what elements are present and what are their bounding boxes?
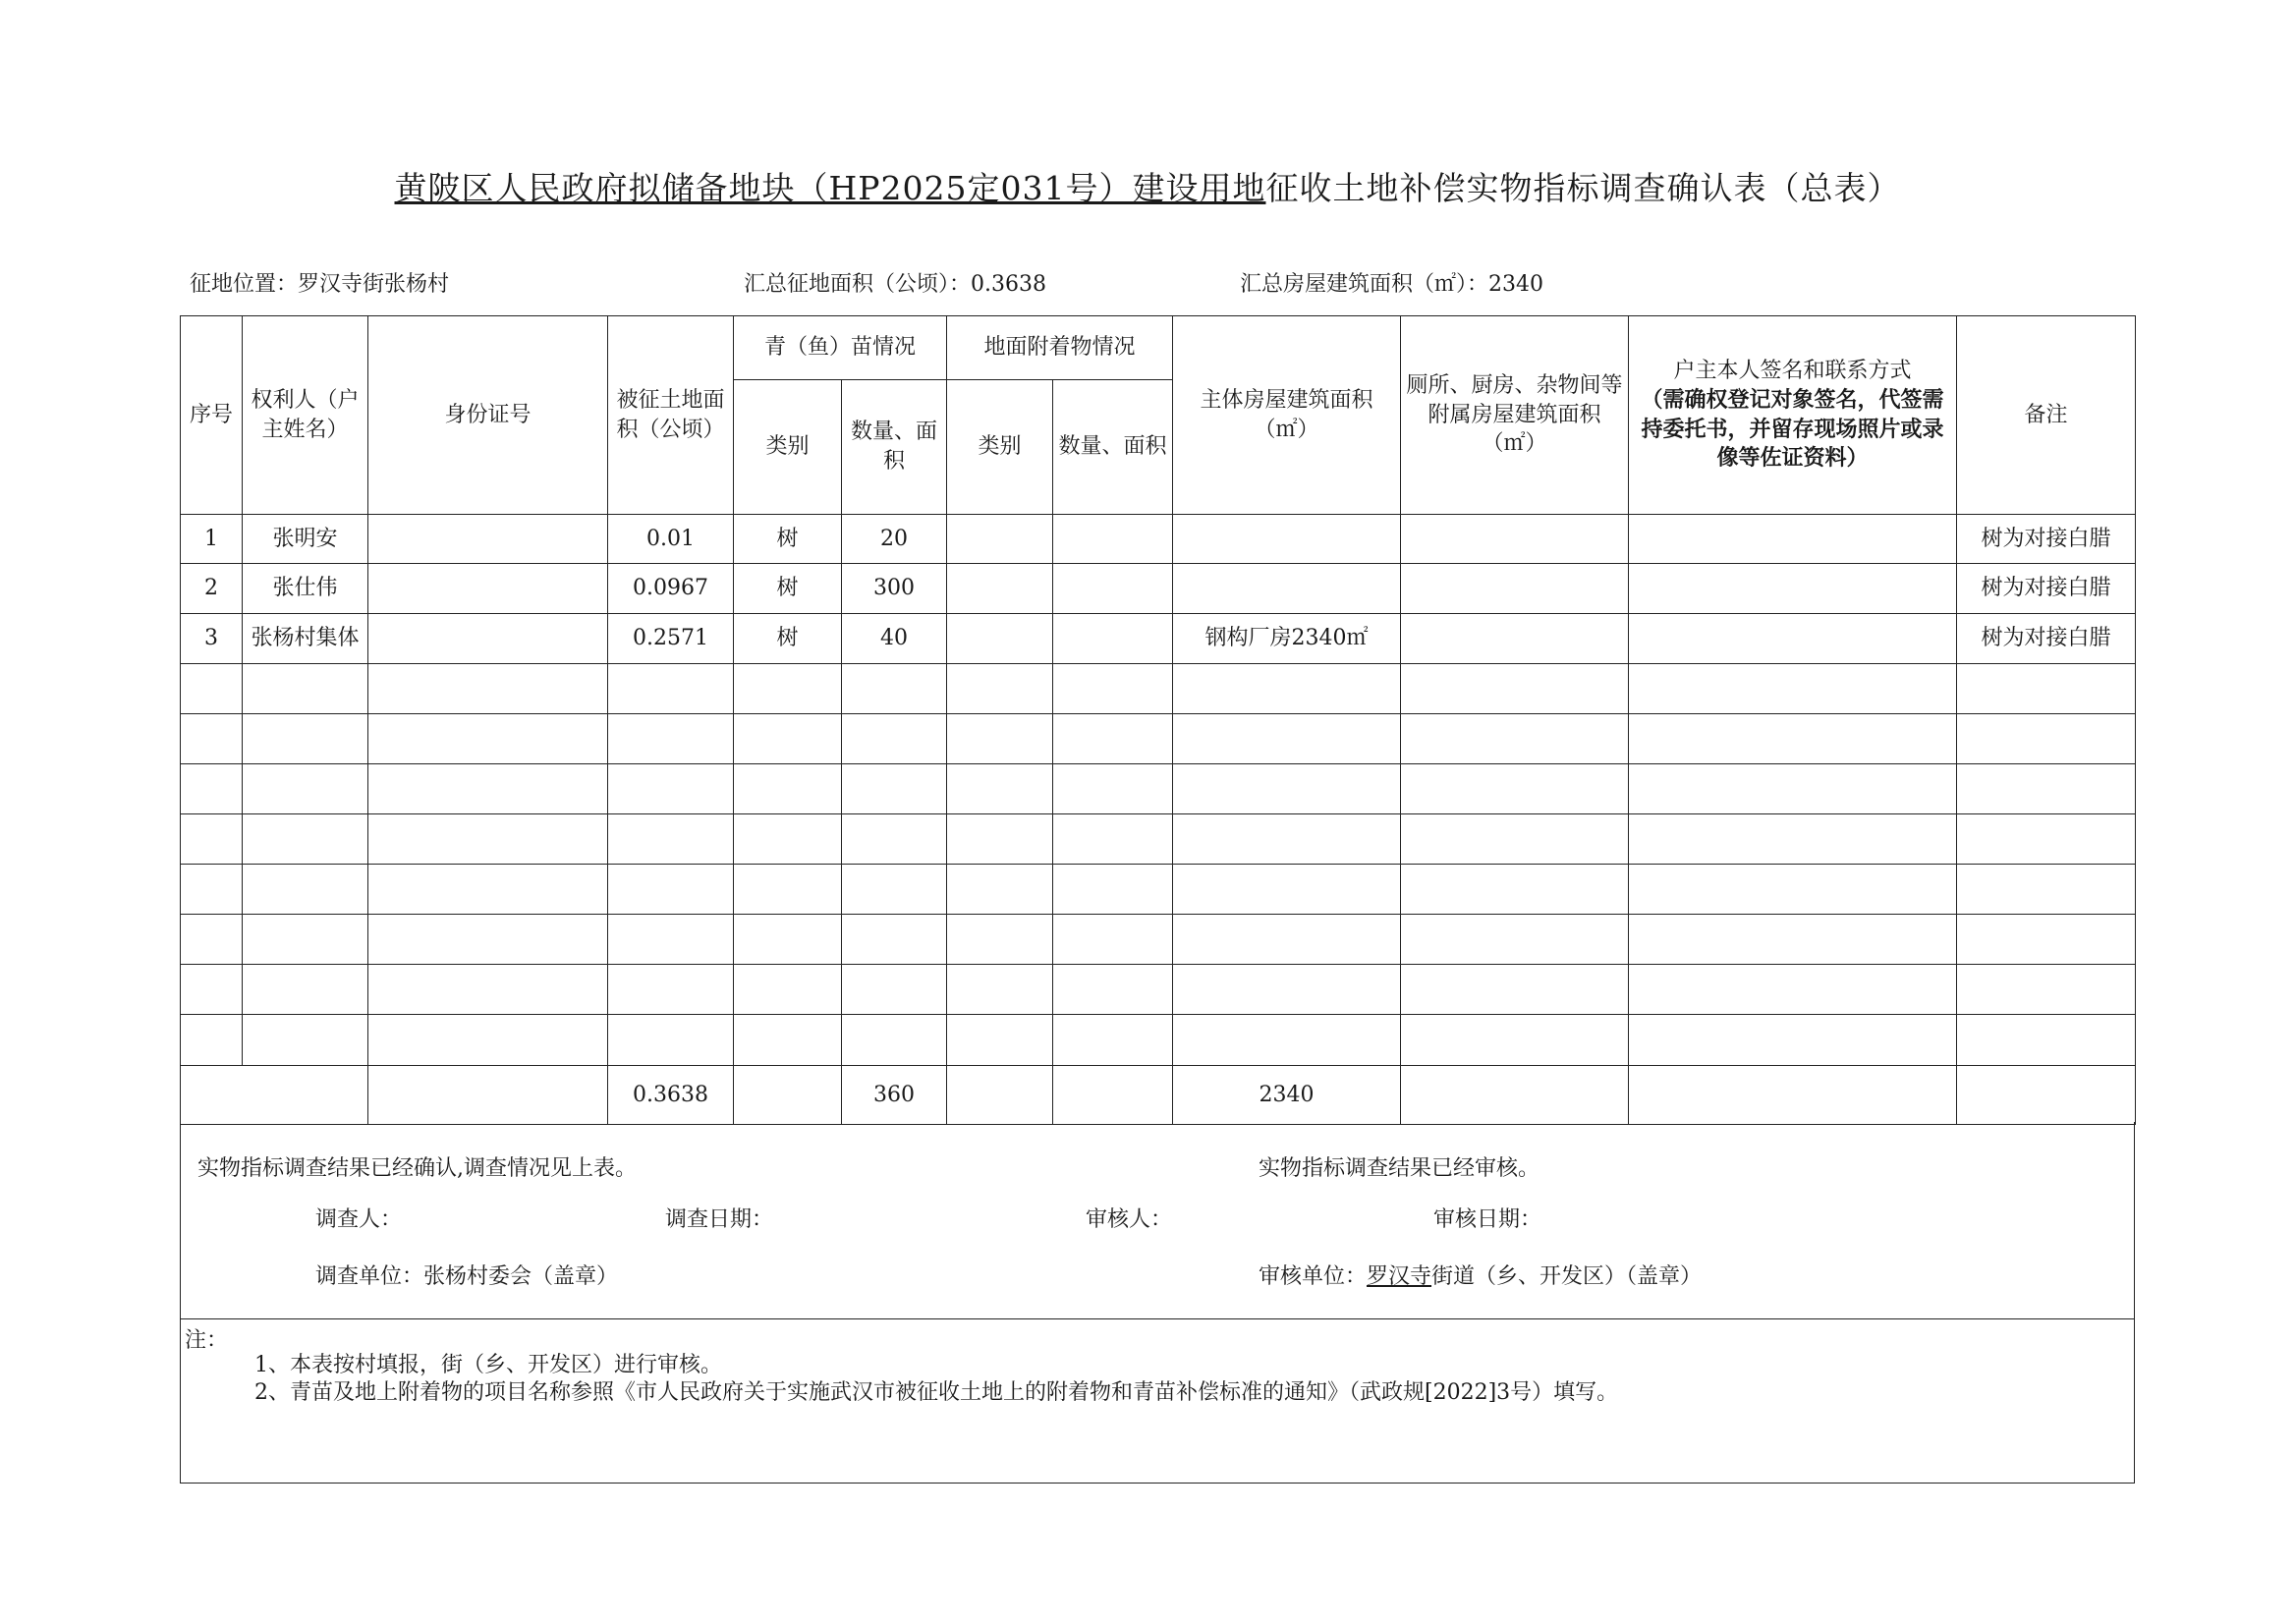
cell-crop-qty: 20	[842, 515, 947, 564]
cell-att-type	[947, 564, 1053, 614]
table-row	[181, 614, 2136, 664]
cell-main-building: 钢构厂房2340㎡	[1173, 614, 1401, 664]
total-main-building-cell: 2340	[1173, 1066, 1401, 1125]
totals-label-cell	[181, 1066, 368, 1125]
cell-att-qty	[1053, 515, 1173, 564]
cell-att-qty	[1053, 614, 1173, 664]
header-crop-category: 类别	[734, 380, 842, 515]
header-seq: 序号	[181, 316, 243, 515]
cell-att-type	[947, 614, 1053, 664]
empty-row	[181, 965, 2136, 1015]
cell-land-area: 0.01	[608, 515, 734, 564]
table-row	[181, 564, 2136, 614]
cell-crop-type: 树	[734, 614, 842, 664]
cell-att-qty	[1053, 564, 1173, 614]
review-date-label: 审核日期：	[1433, 1207, 1542, 1232]
cell-id-number	[368, 564, 608, 614]
title-underlined-part: 黄陂区人民政府拟储备地块（HP2025定031号）建设用地	[394, 169, 1266, 207]
cell-att-type	[947, 515, 1053, 564]
reviewer-label: 审核人：	[1086, 1207, 1173, 1232]
cell-crop-qty: 300	[842, 564, 947, 614]
cell-aux-building	[1401, 614, 1629, 664]
empty-row	[181, 764, 2136, 814]
empty-row	[181, 714, 2136, 764]
note-item: 2、青苗及地上附着物的项目名称参照《市人民政府关于实施武汉市被征收土地上的附着物和青苗补偿标准的通知》（武政规[2022]3号）填写。	[254, 1380, 1619, 1405]
land-location: 征地位置：罗汉寺街张杨村	[190, 272, 450, 297]
table-row	[181, 515, 2136, 564]
header-signature-title: 户主本人签名和联系方式	[1673, 359, 1912, 384]
empty-row	[181, 865, 2136, 915]
header-remarks: 备注	[1957, 316, 2136, 515]
header-signature-note: （需确权登记对象签名，代签需持委托书，并留存现场照片或录像等佐证资料）	[1641, 386, 1944, 472]
review-result-text: 实物指标调查结果已经审核。	[1259, 1156, 1540, 1181]
survey-table	[180, 315, 2136, 1125]
header-crop-quantity: 数量、面积	[842, 380, 947, 515]
totals-row	[181, 1066, 2136, 1125]
cell-land-area: 0.2571	[608, 614, 734, 664]
cell-remarks: 树为对接白腊	[1957, 564, 2136, 614]
cell-crop-type: 树	[734, 564, 842, 614]
cell-seq: 3	[181, 614, 243, 664]
cell-signature	[1629, 564, 1957, 614]
cell-id-number	[368, 515, 608, 564]
investigator-label: 调查人：	[315, 1207, 403, 1232]
cell-main-building	[1173, 515, 1401, 564]
cell-land-area: 0.0967	[608, 564, 734, 614]
survey-unit-label: 调查单位：张杨村委会（盖章）	[315, 1264, 619, 1289]
cell-id-number	[368, 614, 608, 664]
empty-row	[181, 915, 2136, 965]
cell-crop-type: 树	[734, 515, 842, 564]
header-land-area: 被征土地面积（公顷）	[608, 316, 734, 515]
header-main-building: 主体房屋建筑面积（㎡）	[1173, 316, 1401, 515]
note-item: 1、本表按村填报，街（乡、开发区）进行审核。	[254, 1353, 722, 1377]
confirmation-section	[180, 1122, 2135, 1484]
cell-signature	[1629, 614, 1957, 664]
survey-result-text: 实物指标调查结果已经确认,调查情况见上表。	[197, 1156, 637, 1181]
review-unit-label: 审核单位：罗汉寺街道（乡、开发区）（盖章）	[1259, 1264, 1703, 1289]
total-building-area: 汇总房屋建筑面积（㎡）：2340	[1240, 272, 1543, 297]
cell-main-building	[1173, 564, 1401, 614]
cell-remarks: 树为对接白腊	[1957, 515, 2136, 564]
empty-row	[181, 664, 2136, 714]
total-land-area: 汇总征地面积（公顷）：0.3638	[744, 272, 1046, 297]
notes-label: 注：	[185, 1328, 229, 1353]
empty-row	[181, 814, 2136, 865]
cell-owner: 张杨村集体	[243, 614, 368, 664]
header-id-number: 身份证号	[368, 316, 608, 515]
total-crop-qty-cell: 360	[842, 1066, 947, 1125]
header-signature	[1629, 316, 1957, 515]
cell-owner: 张明安	[243, 515, 368, 564]
document-title	[0, 163, 2295, 209]
survey-date-label: 调查日期：	[665, 1207, 774, 1232]
header-aux-building: 厕所、厨房、杂物间等附属房屋建筑面积（㎡）	[1401, 316, 1629, 515]
header-att-category: 类别	[947, 380, 1053, 515]
cell-aux-building	[1401, 564, 1629, 614]
notes-divider	[181, 1318, 2134, 1319]
header-attachments: 地面附着物情况	[947, 316, 1173, 380]
header-att-quantity: 数量、面积	[1053, 380, 1173, 515]
empty-row	[181, 1015, 2136, 1066]
total-land-area-cell: 0.3638	[608, 1066, 734, 1125]
cell-signature	[1629, 515, 1957, 564]
cell-seq: 2	[181, 564, 243, 614]
title-rest: 征收土地补偿实物指标调查确认表（总表）	[1265, 169, 1901, 207]
cell-seq: 1	[181, 515, 243, 564]
cell-crop-qty: 40	[842, 614, 947, 664]
header-crops: 青（鱼）苗情况	[734, 316, 947, 380]
cell-owner: 张仕伟	[243, 564, 368, 614]
cell-aux-building	[1401, 515, 1629, 564]
cell-remarks: 树为对接白腊	[1957, 614, 2136, 664]
header-owner: 权利人（户主姓名）	[243, 316, 368, 515]
